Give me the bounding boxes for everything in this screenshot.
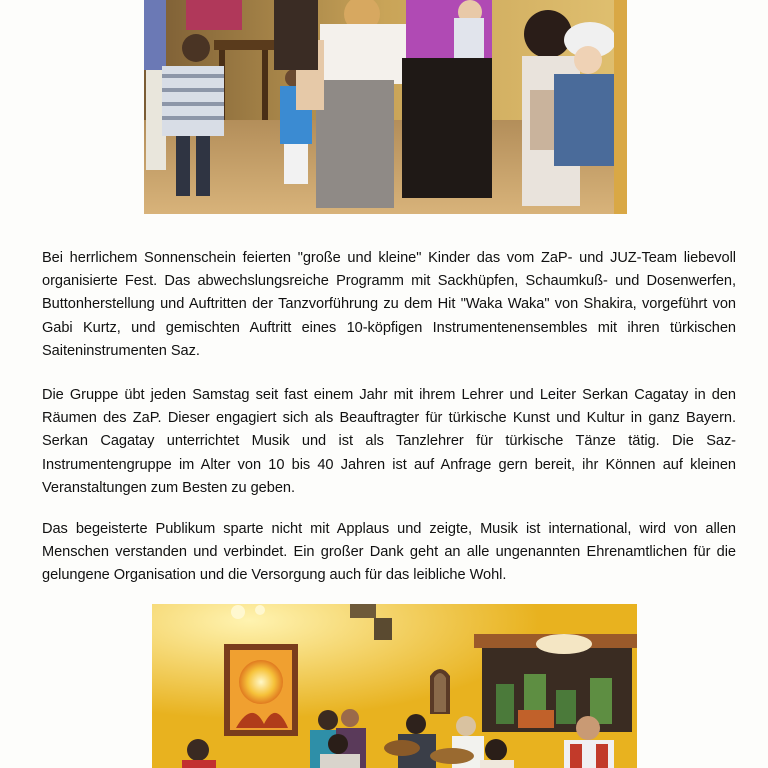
article-paragraph-2: Die Gruppe übt jeden Samstag seit fast einem Jahr mit ihrem Lehrer und Leiter Serkan Cagatay in den Räumen des ZaP. Dieser engagiert sich als Beauftragter für türkische Kunst und Kultur in ganz Bayern. Serkan Cagatay unterrichtet Musik und ist als Tanzlehrer für türkische Tänze tätig. Die Saz-Instrumentengruppe im Alter von 10 bis 40 Jahren ist auf Anfrage gern bereit, ihr Können auf kleinen Veranstaltungen zum Besten zu geben. [42,386,736,497]
top-photo-party-guests [144,0,627,214]
top-photo-image [144,0,627,214]
bottom-photo-saz-ensemble [152,604,637,768]
article-paragraph-1: Bei herrlichem Sonnenschein feierten "große und kleine" Kinder das vom ZaP- und JUZ-Team liebevoll organisierte Fest. Das abwechslungsreiche Programm mit Sackhüpfen, Schaumkuß- und Dosenwerfen, Buttonherstellung und Auftritten der Tanzvorführung zu dem Hit "Waka Waka" von Shakira, vorgeführt von Gabi Kurtz, und gemischten Auftritt eines 10-köpfigen Instrumentenensembles mit ihren türkischen Saiteninstrumenten Saz. [42,249,736,360]
bottom-photo-image [152,604,637,768]
article-paragraph-3: Das begeisterte Publikum sparte nicht mit Applaus und zeigte, Musik ist international, wird von allen Menschen verstanden und verbindet. Ein großer Dank geht an alle ungenannten Ehrenamtlichen für die gelungene Organisation und die Versorgung auch für das leibliche Wohl. [42,520,736,584]
